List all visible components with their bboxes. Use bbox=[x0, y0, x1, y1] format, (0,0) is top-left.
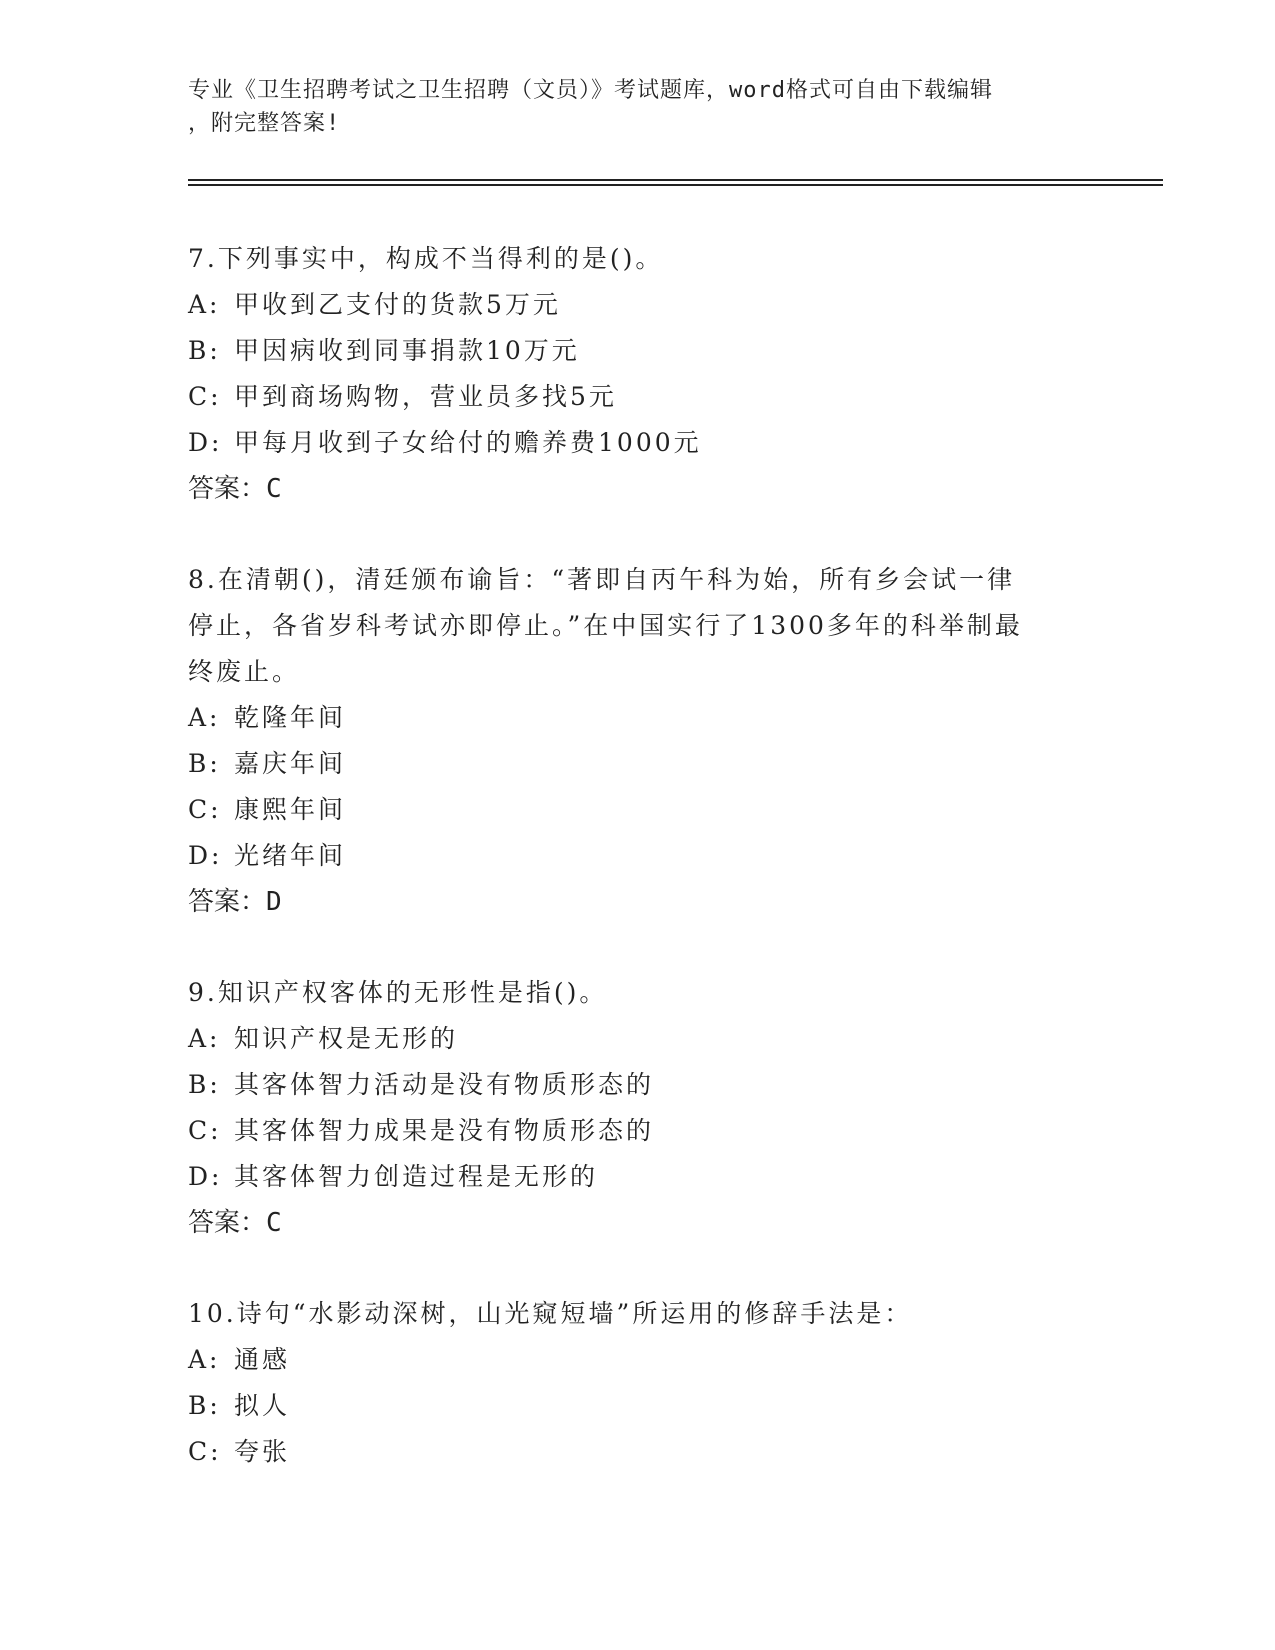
answer-option bbox=[188, 695, 1088, 741]
option-letter: D: bbox=[188, 841, 223, 870]
option-letter: D: bbox=[188, 428, 223, 457]
option-letter: B: bbox=[188, 336, 221, 365]
option-text: 甲到商场购物，营业员多找5元 bbox=[234, 382, 617, 411]
option-letter: A: bbox=[188, 1345, 221, 1374]
answer-option bbox=[188, 1016, 1088, 1062]
question-block bbox=[188, 970, 1088, 1246]
question-stem-line: 7.下列事实中，构成不当得利的是()。 bbox=[188, 244, 664, 273]
answer-option bbox=[188, 1337, 1088, 1383]
document-header bbox=[188, 74, 1088, 140]
question-block bbox=[188, 557, 1088, 925]
option-letter: B: bbox=[188, 1070, 221, 1099]
question-stem-line: 8.在清朝()，清廷颁布谕旨：“著即自丙午科为始，所有乡会试一律 bbox=[188, 565, 1016, 594]
option-letter: B: bbox=[188, 1391, 221, 1420]
option-text: 嘉庆年间 bbox=[234, 749, 347, 778]
answer-label: 答案： bbox=[188, 1208, 267, 1238]
option-letter: D: bbox=[188, 1162, 223, 1191]
question-stem-line: 停止，各省岁科考试亦即停止。”在中国实行了1300多年的科举制最 bbox=[188, 611, 1023, 640]
answer-value: C bbox=[266, 474, 282, 504]
option-text: 夸张 bbox=[234, 1437, 291, 1466]
answer-line bbox=[188, 1200, 1088, 1246]
option-letter: C: bbox=[188, 795, 222, 824]
option-text: 乾隆年间 bbox=[234, 703, 347, 732]
answer-option bbox=[188, 1429, 1088, 1475]
question-block bbox=[188, 1291, 1088, 1475]
option-text: 其客体智力成果是没有物质形态的 bbox=[234, 1116, 655, 1145]
answer-value: D bbox=[266, 887, 282, 917]
option-text: 其客体智力创造过程是无形的 bbox=[234, 1162, 599, 1191]
option-text: 光绪年间 bbox=[234, 841, 347, 870]
question-stem-line: 10.诗句“水影动深树，山光窥短墙”所运用的修辞手法是： bbox=[188, 1299, 913, 1328]
answer-option bbox=[188, 1062, 1088, 1108]
answer-option bbox=[188, 420, 1088, 466]
answer-option bbox=[188, 374, 1088, 420]
answer-label: 答案： bbox=[188, 474, 267, 504]
header-line-2: ，附完整答案! bbox=[188, 111, 341, 136]
answer-option bbox=[188, 1108, 1088, 1154]
option-text: 其客体智力活动是没有物质形态的 bbox=[234, 1070, 655, 1099]
answer-option bbox=[188, 1383, 1088, 1429]
option-text: 知识产权是无形的 bbox=[234, 1024, 459, 1053]
option-letter: C: bbox=[188, 382, 222, 411]
answer-option bbox=[188, 741, 1088, 787]
answer-option bbox=[188, 328, 1088, 374]
answer-option bbox=[188, 787, 1088, 833]
option-text: 康熙年间 bbox=[234, 795, 347, 824]
question-stem-line: 9.知识产权客体的无形性是指()。 bbox=[188, 978, 608, 1007]
option-text: 拟人 bbox=[234, 1391, 291, 1420]
answer-line bbox=[188, 879, 1088, 925]
header-line-1: 专业《卫生招聘考试之卫生招聘（文员）》考试题库，word格式可自由下载编辑 bbox=[188, 78, 993, 103]
option-letter: C: bbox=[188, 1437, 222, 1466]
answer-option bbox=[188, 833, 1088, 879]
answer-option bbox=[188, 1154, 1088, 1200]
answer-value: C bbox=[266, 1208, 282, 1238]
question-list bbox=[188, 236, 1088, 1520]
option-text: 甲因病收到同事捐款10万元 bbox=[234, 336, 580, 365]
answer-option bbox=[188, 282, 1088, 328]
option-text: 甲每月收到子女给付的赡养费1000元 bbox=[234, 428, 702, 457]
option-letter: A: bbox=[188, 290, 221, 319]
option-text: 通感 bbox=[234, 1345, 291, 1374]
option-letter: B: bbox=[188, 749, 221, 778]
option-text: 甲收到乙支付的货款5万元 bbox=[234, 290, 561, 319]
header-divider-bottom bbox=[188, 184, 1163, 186]
answer-label: 答案： bbox=[188, 887, 267, 917]
question-block bbox=[188, 236, 1088, 512]
answer-line bbox=[188, 466, 1088, 512]
header-divider-top bbox=[188, 179, 1163, 181]
option-letter: A: bbox=[188, 1024, 221, 1053]
option-letter: C: bbox=[188, 1116, 222, 1145]
question-stem-line: 终废止。 bbox=[188, 657, 301, 686]
option-letter: A: bbox=[188, 703, 221, 732]
